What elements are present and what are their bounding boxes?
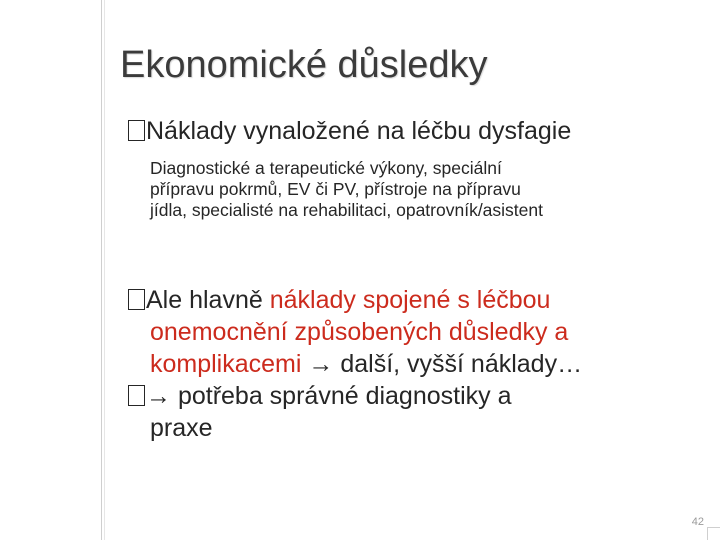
bullet-main-line-2 [128, 316, 582, 348]
bullet-main-line-1 [128, 284, 582, 316]
bullet-box-icon [128, 120, 145, 141]
bullet-diagnostics-cont [128, 412, 582, 444]
sub-line-3: jídla, specialisté na rehabilitaci, opatrovník/asistent [150, 200, 543, 220]
highlight-text-3: komplikacemi [150, 350, 302, 378]
page-number: 42 [691, 516, 704, 528]
bullet-costs-text: Náklady vynaložené na léčbu dysfagie [146, 117, 572, 145]
sub-line-2: přípravu pokrmů, EV či PV, přístroje na přípravu [150, 179, 521, 199]
bullet-diagnostics [128, 380, 582, 412]
bullet-costs [128, 117, 571, 146]
bullet-main-line-3 [128, 348, 582, 380]
bullet-box-icon [128, 385, 145, 406]
bullet-diagnostics-text: → potřeba správné diagnostiky a [146, 382, 512, 410]
left-decorative-rule [101, 0, 102, 540]
highlight-text-1: náklady spojené s léčbou [269, 286, 551, 314]
bullet-diagnostics-cont-text: praxe [150, 414, 213, 442]
slide-title: Ekonomické důsledky [120, 44, 488, 86]
bullet-main-lead: Ale hlavně [146, 286, 270, 314]
corner-decoration [707, 527, 720, 540]
bullet-main-costs [128, 284, 582, 444]
sub-bullet-details [150, 158, 710, 221]
bullet-box-icon [128, 289, 145, 310]
highlight-text-2: onemocnění způsobených důsledky a [150, 318, 569, 346]
sub-line-1: Diagnostické a terapeutické výkony, speciální [150, 158, 502, 178]
bullet-main-rest: → další, vyšší náklady… [301, 350, 583, 378]
left-decorative-rule-inner [104, 0, 105, 540]
